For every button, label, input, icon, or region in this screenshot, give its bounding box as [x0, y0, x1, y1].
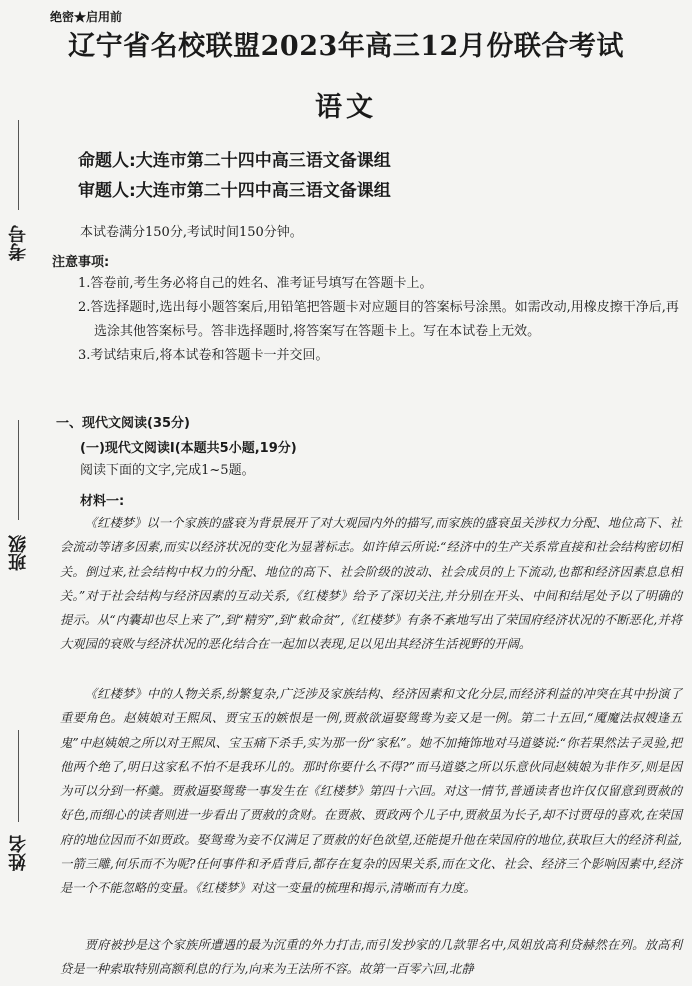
- reading-instruction: 阅读下面的文字,完成1~5题。: [80, 463, 255, 478]
- notice-item: 3.考试结束后,将本试卷和答题卡一并交回。: [78, 348, 329, 363]
- setter-line: 命题人:大连市第二十四中高三语文备课组: [78, 151, 391, 171]
- material-paragraph-1: 《红楼梦》以一个家族的盛衰为背景展开了对大观园内外的描写,而家族的盛衰虽关涉权力分配、地位高下、社会流动等诸多因素,而实以经济状况的变化为显著标志。如许倬云所说:“经济中的生产关系常直接和社会结构密切相关。倒过来,社会结构中权力的分配、地位的高下、社会阶级的波动、社会成员的上下流动,也都和经济因素息息相关。”对于社会结构与经济因素的互动关系,《红楼梦》给予了深切关注,并分别在开头、中间和结尾处予以了明确的提示。从“内囊却也尽上来了”,到“精穷”,到“敕命贫”,《红楼梦》有条不紊地写出了荣国府经济状况的不断恶化,并将大观园的衰败与经济状况的恶化结合在一起加以表现,足以见出其经济生活视野的开阔。: [60, 516, 682, 652]
- reviewer-line: 审题人:大连市第二十四中高三语文备课组: [78, 181, 391, 201]
- exam-number-label: 考号: [8, 225, 29, 261]
- material-paragraph-3: 贾府被抄是这个家族所遭遇的最为沉重的外力打击,而引发抄家的几款罪名中,凤姐放高利贷赫然在列。放高利贷是一种索取特别高额利息的行为,向来为王法所不容。故第一百零六回,北静: [60, 938, 682, 977]
- name-line: [18, 730, 19, 822]
- class-label: 班级: [8, 535, 29, 571]
- notice-item: 2.答选择题时,选出每小题答案后,用铅笔把答题卡对应题目的答案标号涂黑。如需改动,用橡皮擦干净后,再选涂其他答案标号。答非选择题时,将答案写在答题卡上。写在本试卷上无效。: [78, 300, 679, 339]
- exam-intro: 本试卷满分150分,考试时间150分钟。: [80, 225, 303, 240]
- material-label: 材料一:: [80, 494, 125, 509]
- name-label: 姓名: [8, 835, 29, 871]
- subsection-heading: (一)现代文阅读Ⅰ(本题共5小题,19分): [80, 441, 297, 456]
- material-paragraph-2: 《红楼梦》中的人物关系,纷繁复杂,广泛涉及家族结构、经济因素和文化分层,而经济利益的冲突在其中扮演了重要角色。赵姨娘对王熙凤、贾宝玉的嫉恨是一例,贾赦欲逼娶鸳鸯为妾又是一例。第二十五回,“魇魔法叔嫂逢五鬼”中赵姨娘之所以对王熙凤、宝玉痛下杀手,实为那一份“家私”。她不加掩饰地对马道婆说:“你若果然法子灵验,把他两个绝了,明日这家私不怕不是我环儿的。那时你要什么不得?”而马道婆之所以乐意伙同赵姨娘为非作歹,则是因为可以分到一杯羹。贾赦逼娶鸳鸯一事发生在《红楼梦》第四十六回。对这一情节,普通读者也许仅仅留意到贾赦的好色,而细心的读者则进一步看出了贾赦的贪财。在贾赦、贾政两个儿子中,贾赦虽为长子,却不讨贾母的喜欢,在荣国府的地位因而不如贾政。娶鸳鸯为妾不仅满足了贾赦的好色欲望,还能提升他在荣国府的地位,获取巨大的经济利益,一箭三雕,何乐而不为呢?任何事件和矛盾背后,都存在复杂的因果关系,而在文化、社会、经济三个影响因素中,经济是一个不能忽略的变量。《红楼梦》对这一变量的梳理和揭示,清晰而有力度。: [60, 687, 682, 896]
- exam-number-line: [18, 120, 19, 210]
- section-heading: 一、现代文阅读(35分): [56, 416, 190, 431]
- class-line: [18, 420, 19, 520]
- subject-title: 语文: [315, 92, 377, 123]
- exam-title: 辽宁省名校联盟2023年高三12月份联合考试: [68, 31, 624, 62]
- notice-item: 1.答卷前,考生务必将自己的姓名、准考证号填写在答题卡上。: [78, 276, 433, 291]
- notice-list: [78, 272, 683, 368]
- confidential-label: 绝密★启用前: [50, 10, 123, 24]
- notice-title: 注意事项:: [52, 255, 110, 270]
